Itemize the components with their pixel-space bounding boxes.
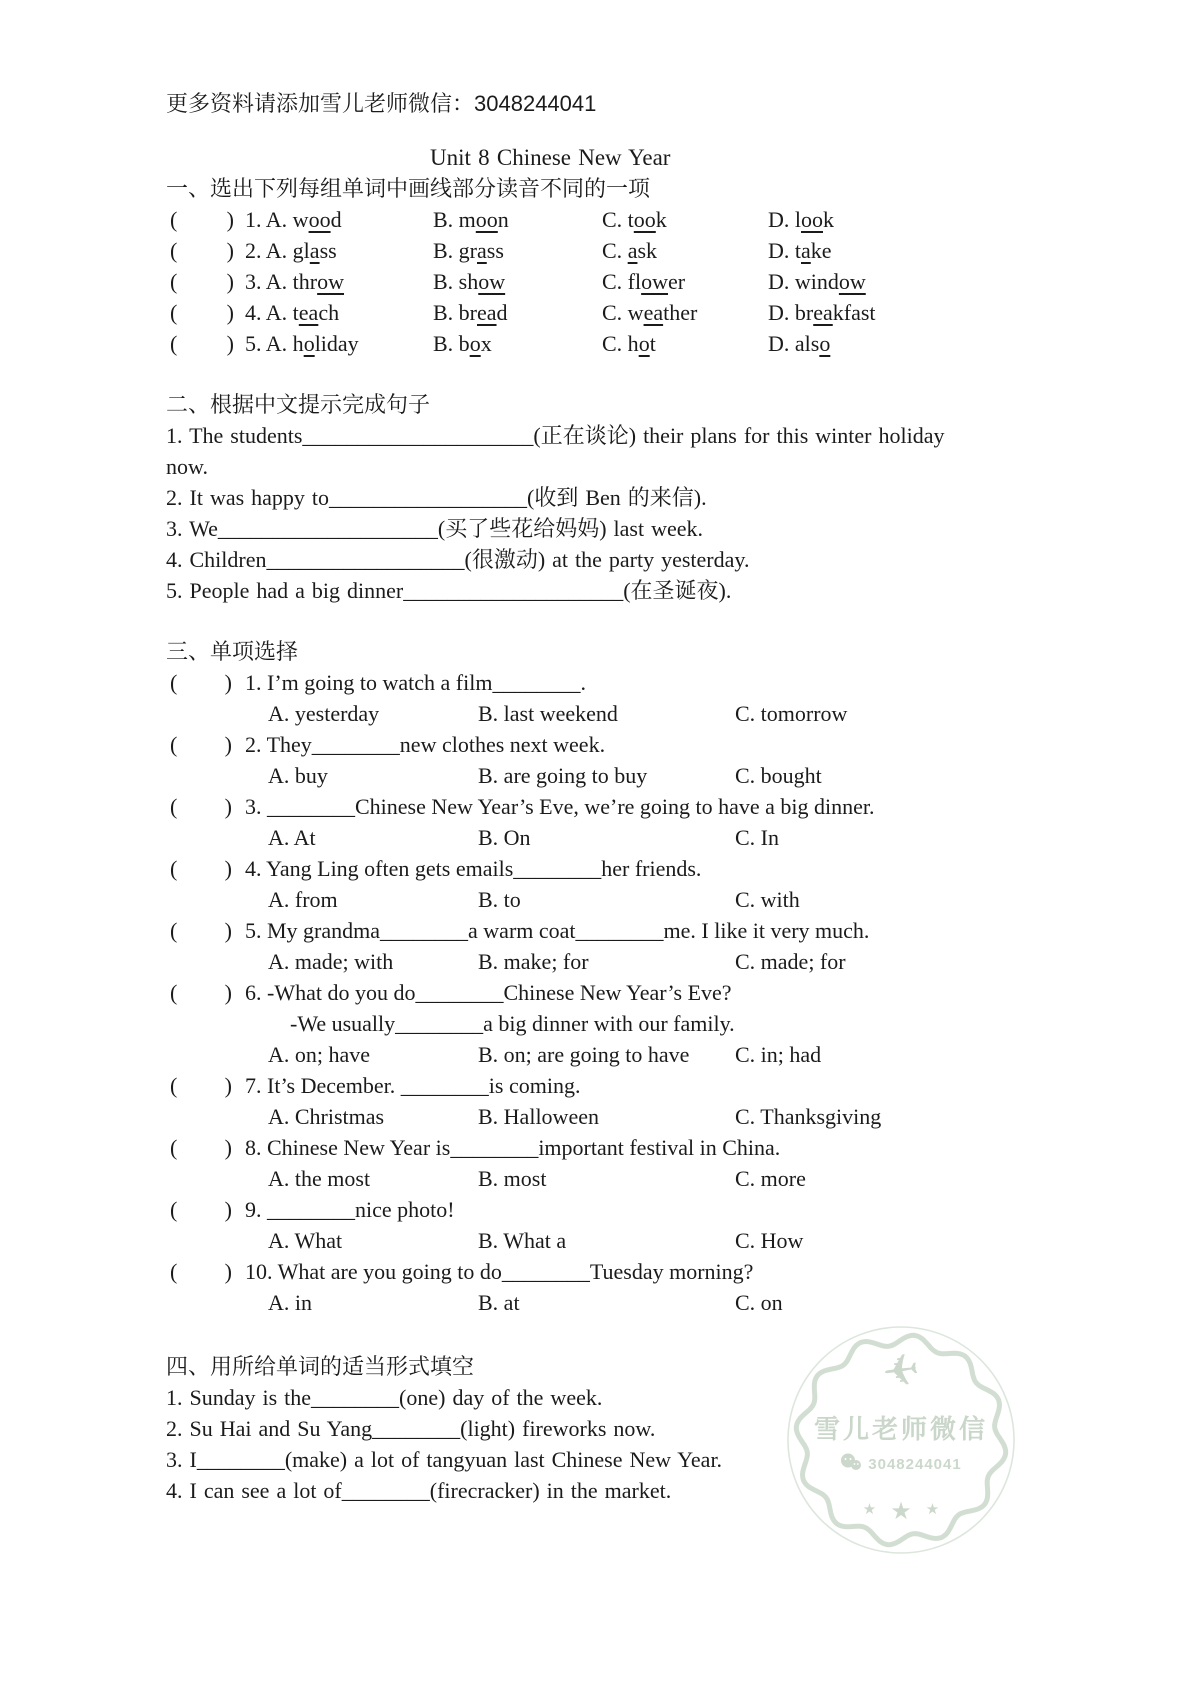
underlined-letters: oo — [308, 207, 331, 232]
option-c: C. tomorrow — [735, 701, 848, 726]
question-stem: 6. -What do you do________Chinese New Year’s Eve? — [245, 980, 732, 1005]
phonics-row — [166, 235, 1171, 266]
question-stem: 10. What are you going to do________Tuesday morning? — [245, 1259, 754, 1284]
answer-bracket — [170, 266, 234, 297]
word-option: C. hot — [602, 331, 656, 356]
phonics-row — [166, 328, 1171, 359]
option-c: C. made; for — [735, 949, 846, 974]
option-a: A. on; have — [268, 1042, 371, 1067]
option-a: A. What — [268, 1228, 343, 1253]
header-contact — [166, 88, 1171, 119]
sentence-line: 5. People had a big dinner____________________(在圣诞夜). — [166, 578, 732, 603]
option-c: C. on — [735, 1290, 783, 1315]
question-stem-line — [166, 977, 1171, 1008]
phonics-row — [166, 266, 1171, 297]
star-icon: ★ — [862, 1500, 877, 1518]
underlined-letters: a — [477, 238, 487, 263]
question-options — [166, 1225, 1171, 1256]
option-b: B. Halloween — [478, 1104, 599, 1129]
word-option: 3. A. throw — [245, 269, 345, 294]
question-stem-line — [166, 1070, 1171, 1101]
bracket-open: ( — [170, 300, 178, 325]
header-wechat-number: 3048244041 — [474, 91, 597, 116]
question-stem: 4. Yang Ling often gets emails________her friends. — [245, 856, 702, 881]
watermark-wechat-number: 3048244041 — [868, 1455, 962, 1473]
word-option: B. box — [433, 331, 492, 356]
word-option: D. look — [768, 207, 834, 232]
question-options — [166, 1287, 1171, 1318]
option-c: C. Thanksgiving — [735, 1104, 882, 1129]
section-three-questions — [166, 667, 1171, 1318]
phonics-row — [166, 204, 1171, 235]
question-options — [166, 884, 1171, 915]
underlined-letters: ea — [477, 300, 497, 325]
answer-bracket — [170, 1256, 232, 1287]
section-three-heading: 三、单项选择 — [166, 639, 299, 664]
question-stem-line — [166, 729, 1171, 760]
sentence-line: 1. The students_____________________(正在谈论) their plans for this winter holiday — [166, 423, 945, 448]
underlined-letters: o — [819, 331, 831, 356]
word-option: 4. A. teach — [245, 300, 340, 325]
question-options — [166, 946, 1171, 977]
word-option: C. weather — [602, 300, 698, 325]
bracket-close: ) — [224, 670, 232, 695]
option-a: A. yesterday — [268, 701, 380, 726]
word-option: 5. A. holiday — [245, 331, 359, 356]
underlined-letters: ow — [317, 269, 345, 294]
bracket-close: ) — [224, 732, 232, 757]
bracket-open: ( — [170, 732, 178, 757]
word-option: B. moon — [433, 207, 509, 232]
underlined-letters: ea — [813, 300, 833, 325]
section-two-heading: 二、根据中文提示完成句子 — [166, 392, 431, 417]
question-stem: 5. My grandma________a warm coat________me. I like it very much. — [245, 918, 870, 943]
sentence-line: now. — [166, 454, 208, 479]
word-option: D. breakfast — [768, 300, 876, 325]
word-option: D. take — [768, 238, 832, 263]
bracket-close: ) — [226, 269, 234, 294]
bracket-open: ( — [170, 207, 178, 232]
bracket-open: ( — [170, 1259, 178, 1284]
word-option: 2. A. glass — [245, 238, 337, 263]
bracket-close: ) — [226, 331, 234, 356]
fill-in-line: 1. Sunday is the________(one) day of the week. — [166, 1385, 603, 1410]
answer-bracket — [170, 204, 234, 235]
question-options — [166, 1039, 1171, 1070]
word-option: C. took — [602, 207, 667, 232]
bracket-open: ( — [170, 918, 178, 943]
question-stem-line — [166, 667, 1171, 698]
sentence-line: 4. Children__________________(很激动) at the party yesterday. — [166, 547, 750, 572]
bracket-close: ) — [224, 1073, 232, 1098]
bracket-open: ( — [170, 980, 178, 1005]
question-options — [166, 698, 1171, 729]
sentence-line: 3. We____________________(买了些花给妈妈) last week. — [166, 516, 703, 541]
answer-bracket — [170, 791, 232, 822]
section-four-heading: 四、用所给单词的适当形式填空 — [166, 1354, 475, 1379]
bracket-open: ( — [170, 1135, 178, 1160]
underlined-letters: ea — [643, 300, 664, 325]
section-four-lines — [166, 1382, 1171, 1506]
option-b: B. What a — [478, 1228, 567, 1253]
question-stem-line — [166, 1132, 1171, 1163]
option-a: A. Christmas — [268, 1104, 385, 1129]
question-stem-line — [166, 791, 1171, 822]
page-title: Unit 8 Chinese New Year — [430, 145, 671, 170]
option-a: A. from — [268, 887, 338, 912]
underlined-letters: ow — [641, 269, 669, 294]
option-a: A. the most — [268, 1166, 371, 1191]
question-stem-line — [166, 1194, 1171, 1225]
option-c: C. How — [735, 1228, 804, 1253]
option-c: C. with — [735, 887, 800, 912]
fill-in-line: 3. I________(make) a lot of tangyuan last Chinese New Year. — [166, 1447, 723, 1472]
bracket-open: ( — [170, 269, 178, 294]
option-c: C. in; had — [735, 1042, 822, 1067]
underlined-letters: o — [469, 331, 481, 356]
bracket-close: ) — [224, 980, 232, 1005]
option-b: B. most — [478, 1166, 547, 1191]
option-b: B. at — [478, 1290, 520, 1315]
question-options — [166, 822, 1171, 853]
fill-in-line: 4. I can see a lot of________(firecracker) in the market. — [166, 1478, 672, 1503]
bracket-open: ( — [170, 238, 178, 263]
underlined-letters: ow — [838, 269, 866, 294]
word-option: C. flower — [602, 269, 686, 294]
bracket-open: ( — [170, 1197, 178, 1222]
underlined-letters: oo — [475, 207, 498, 232]
underlined-letters: a — [309, 238, 320, 263]
section-one-rows — [166, 204, 1171, 359]
option-c: C. bought — [735, 763, 822, 788]
bracket-close: ) — [226, 300, 234, 325]
bracket-open: ( — [170, 856, 178, 881]
question-options — [166, 1101, 1171, 1132]
underlined-letters: o — [638, 331, 650, 356]
bracket-open: ( — [170, 1073, 178, 1098]
bracket-close: ) — [224, 1135, 232, 1160]
question-options — [166, 760, 1171, 791]
bracket-close: ) — [224, 794, 232, 819]
word-option: D. also — [768, 331, 831, 356]
answer-bracket — [170, 1070, 232, 1101]
answer-bracket — [170, 235, 234, 266]
option-a: A. At — [268, 825, 316, 850]
underlined-letters: a — [627, 238, 638, 263]
option-b: B. to — [478, 887, 521, 912]
answer-bracket — [170, 729, 232, 760]
bracket-close: ) — [224, 1197, 232, 1222]
word-option: 1. A. wood — [245, 207, 342, 232]
answer-bracket — [170, 297, 234, 328]
option-b: B. make; for — [478, 949, 589, 974]
option-b: B. are going to buy — [478, 763, 648, 788]
option-a: A. in — [268, 1290, 312, 1315]
question-stem-line — [166, 1256, 1171, 1287]
answer-bracket — [170, 1132, 232, 1163]
watermark-title: 雪儿老师微信 — [813, 1414, 988, 1444]
question-stem: 7. It’s December. ________is coming. — [245, 1073, 581, 1098]
bracket-open: ( — [170, 670, 178, 695]
question-stem: 2. They________new clothes next week. — [245, 732, 606, 757]
option-c: C. In — [735, 825, 779, 850]
underlined-letters: o — [303, 331, 315, 356]
question-options — [166, 1163, 1171, 1194]
answer-bracket — [170, 328, 234, 359]
bracket-close: ) — [226, 238, 234, 263]
bracket-close: ) — [224, 856, 232, 881]
option-a: A. made; with — [268, 949, 394, 974]
word-option: B. bread — [433, 300, 508, 325]
header-contact-text: 更多资料请添加雪儿老师微信： — [166, 91, 475, 116]
bracket-close: ) — [226, 207, 234, 232]
question-stem-line — [166, 915, 1171, 946]
option-c: C. more — [735, 1166, 806, 1191]
section-one-heading: 一、选出下列每组单词中画线部分读音不同的一项 — [166, 176, 651, 201]
star-icon: ★ — [890, 1497, 912, 1525]
question-stem-second-line: -We usually________a big dinner with our family. — [290, 1011, 735, 1036]
answer-bracket — [170, 667, 232, 698]
underlined-letters: oo — [633, 207, 656, 232]
star-icon: ★ — [925, 1500, 940, 1518]
question-stem: 3. ________Chinese New Year’s Eve, we’re going to have a big dinner. — [245, 794, 875, 819]
answer-bracket — [170, 977, 232, 1008]
underlined-letters: ow — [478, 269, 506, 294]
word-option: B. show — [433, 269, 506, 294]
underlined-letters: a — [801, 238, 811, 263]
question-stem: 8. Chinese New Year is________important festival in China. — [245, 1135, 781, 1160]
answer-bracket — [170, 853, 232, 884]
answer-bracket — [170, 1194, 232, 1225]
bracket-open: ( — [170, 331, 178, 356]
option-b: B. On — [478, 825, 531, 850]
option-a: A. buy — [268, 763, 328, 788]
option-b: B. last weekend — [478, 701, 618, 726]
bracket-close: ) — [224, 918, 232, 943]
option-b: B. on; are going to have — [478, 1042, 690, 1067]
word-option: C. ask — [602, 238, 658, 263]
question-stem: 1. I’m going to watch a film________. — [245, 670, 586, 695]
question-stem-line — [166, 853, 1171, 884]
plane-icon: ✈ — [879, 1343, 923, 1400]
phonics-row — [166, 297, 1171, 328]
answer-bracket — [170, 915, 232, 946]
underlined-letters: ea — [298, 300, 319, 325]
word-option: D. window — [768, 269, 866, 294]
sentence-line: 2. It was happy to__________________(收到 Ben 的来信). — [166, 485, 707, 510]
word-option: B. grass — [433, 238, 504, 263]
bracket-close: ) — [224, 1259, 232, 1284]
bracket-open: ( — [170, 794, 178, 819]
section-two-lines — [166, 420, 1171, 606]
underlined-letters: oo — [801, 207, 823, 232]
question-stem: 9. ________nice photo! — [245, 1197, 455, 1222]
fill-in-line: 2. Su Hai and Su Yang________(light) fireworks now. — [166, 1416, 656, 1441]
